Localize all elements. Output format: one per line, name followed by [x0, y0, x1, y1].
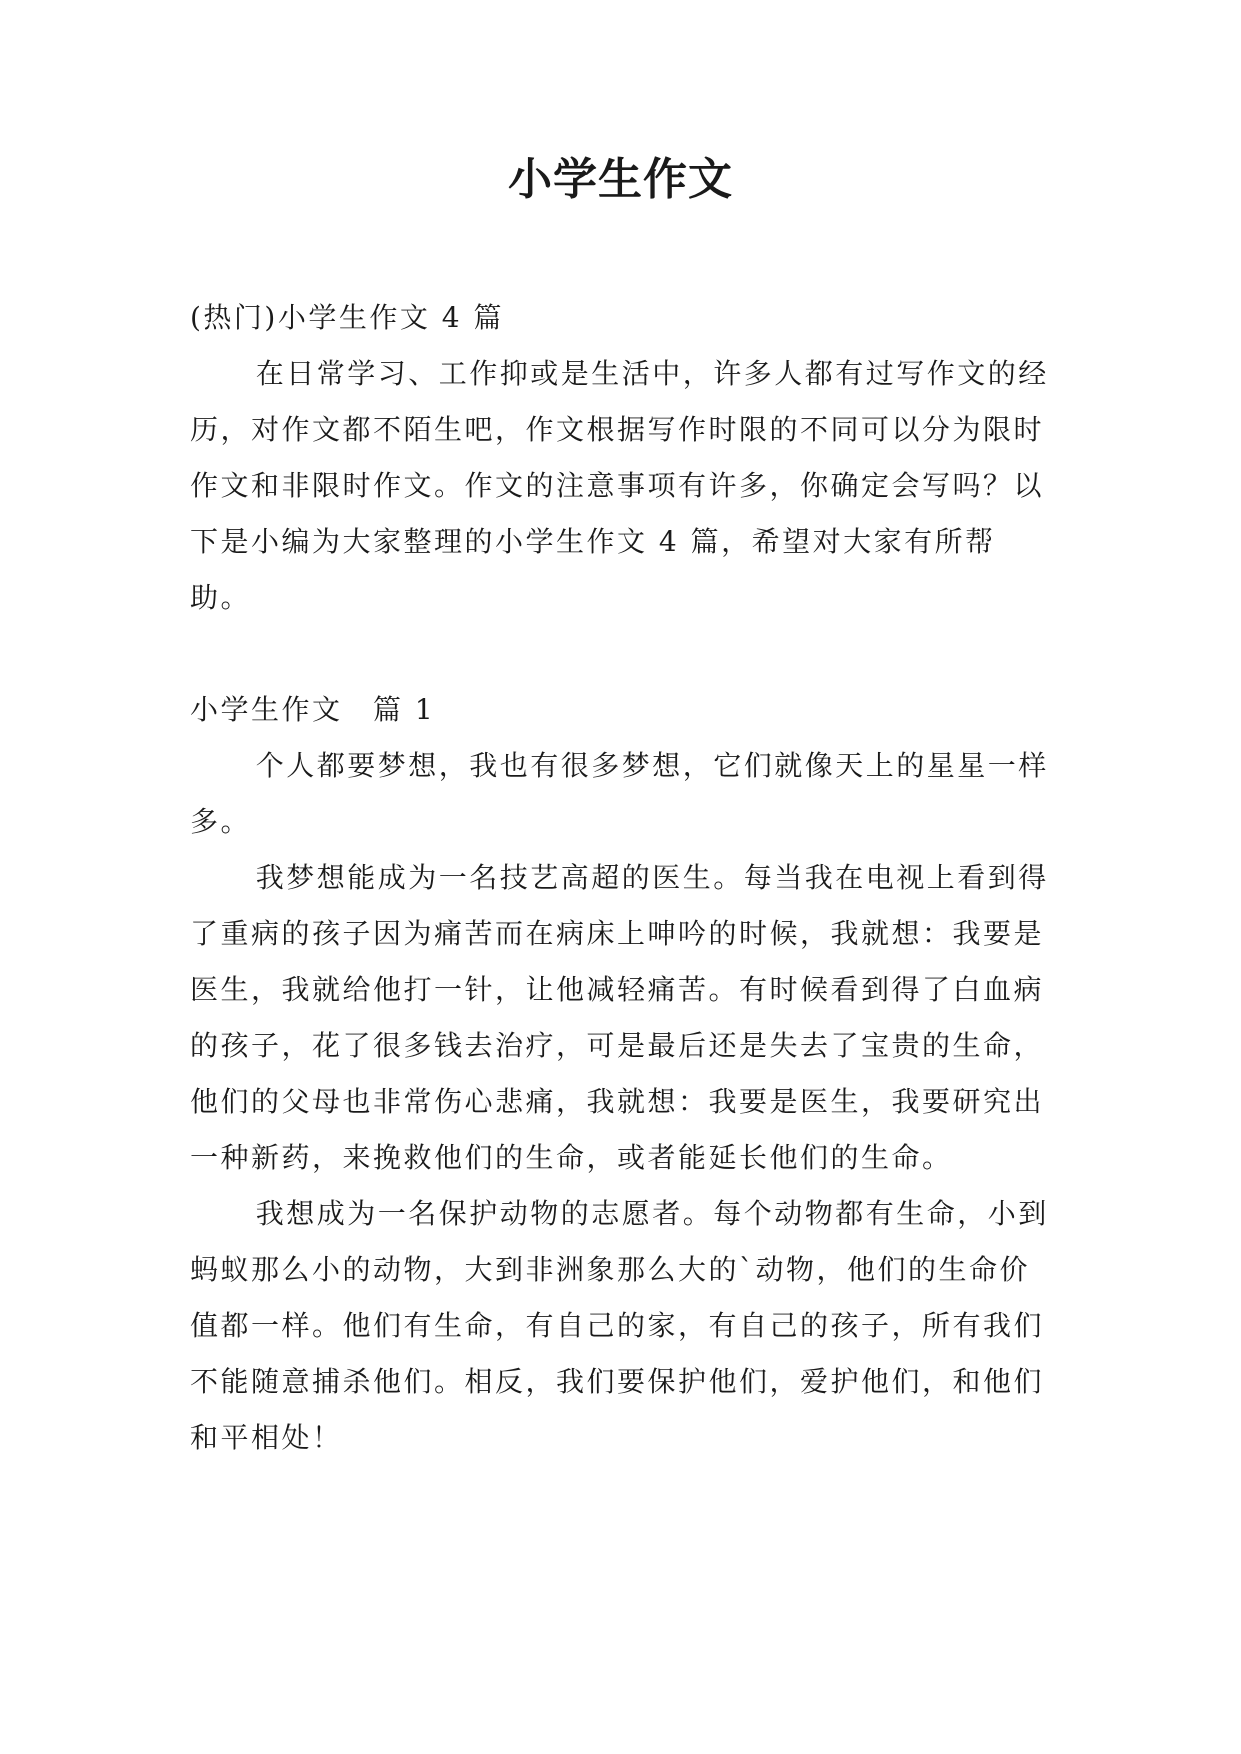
- body-paragraph: 我想成为一名保护动物的志愿者。每个动物都有生命，小到蚂蚁那么小的动物，大到非洲象那么大的`动物，他们的生命价值都一样。他们有生命，有自己的家，有自己的孩子，所有我们不能随意捕杀他们。相反，我们要保护他们，爱护他们，和他们和平相处！: [190, 1197, 1049, 1454]
- document-body: [190, 290, 1050, 1466]
- document-title: 小学生作文: [508, 154, 733, 205]
- body-paragraph: 个人都要梦想，我也有很多梦想，它们就像天上的星星一样多。: [190, 749, 1049, 838]
- intro-paragraph: 在日常学习、工作抑或是生活中，许多人都有过写作文的经历，对作文都不陌生吧，作文根据写作时限的不同可以分为限时作文和非限时作文。作文的注意事项有许多，你确定会写吗？以下是小编为大家整理的小学生作文 4 篇，希望对大家有所帮助。: [190, 357, 1049, 614]
- intro-heading: (热门)小学生作文 4 篇: [190, 301, 504, 334]
- section-heading: 小学生作文 篇 1: [190, 693, 436, 726]
- section-spacer: [190, 626, 1050, 682]
- body-paragraph: 我梦想能成为一名技艺高超的医生。每当我在电视上看到得了重病的孩子因为痛苦而在病床上呻吟的时候，我就想：我要是医生，我就给他打一针，让他减轻痛苦。有时候看到得了白血病的孩子，花了很多钱去治疗，可是最后还是失去了宝贵的生命，他们的父母也非常伤心悲痛，我就想：我要是医生，我要研究出一种新药，来挽救他们的生命，或者能延长他们的生命。: [190, 861, 1049, 1174]
